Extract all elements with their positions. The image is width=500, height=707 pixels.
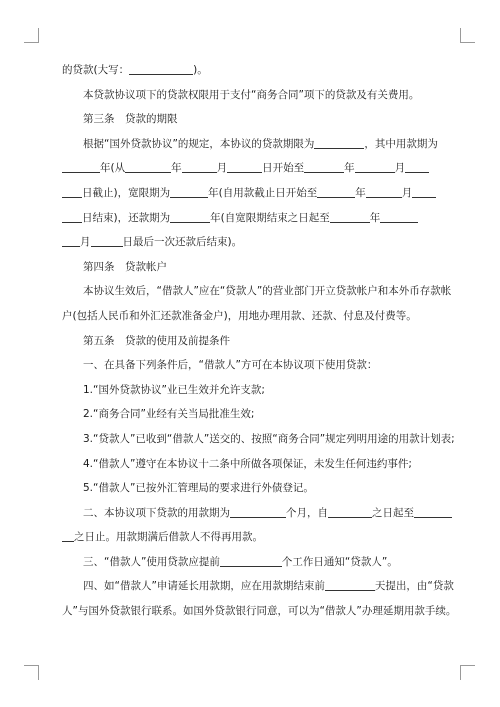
line-text: 4.“借款人”遵守在本协议十二条中所做各项保证，未发生任何违约事件;: [83, 457, 412, 470]
paragraph-line: [62, 136, 440, 153]
line-text: 日截止)，宽限期为: [82, 186, 171, 199]
fill-in-blank: [317, 185, 355, 198]
fill-in-blank: [380, 210, 418, 223]
line-text: 本贷款协议项下的贷款权限用于支付“商务合同”项下的贷款及有关费用。: [83, 88, 420, 101]
paragraph-line: [62, 308, 440, 325]
line-text: 5.“借款人”已按外汇管理局的要求进行外债登记。: [83, 482, 314, 495]
fill-in-blank: [366, 185, 402, 198]
fill-in-blank: [314, 136, 364, 149]
paragraph-line: [62, 283, 452, 300]
line-text: 年: [344, 162, 355, 175]
fill-in-blank: [62, 529, 74, 542]
fill-in-blank: [227, 160, 262, 173]
fill-in-blank: [62, 234, 80, 247]
line-text: 户(包括人民币和外汇还款准备金户)，用地办理用款、还款、付息及付费等。: [62, 309, 417, 322]
line-text: 根据“国外贷款协议”的规定，本协议的贷款期限为: [83, 137, 315, 150]
paragraph-line: [62, 554, 440, 571]
paragraph-line: [62, 456, 440, 473]
paragraph-line: [62, 210, 440, 227]
crop-mark-bottom-left: [24, 665, 39, 680]
line-text: 月: [80, 236, 91, 249]
paragraph-line: [62, 357, 440, 374]
line-text: 三、“借款人”使用贷款应提前: [83, 555, 220, 568]
paragraph-line: [62, 529, 440, 546]
line-text: 第五条 贷款的使用及前提条件: [83, 334, 230, 347]
fill-in-blank: [325, 578, 375, 591]
line-text: 日最后一次还款后结束)。: [122, 236, 243, 249]
paragraph-line: [62, 234, 440, 251]
line-text: 年(自用款截止日开始至: [208, 186, 318, 199]
paragraph-line: [62, 160, 440, 177]
fill-in-blank: [220, 554, 282, 567]
line-text: 天提出，由“贷款: [374, 580, 454, 593]
line-text: 一、在具备下列条件后，“借款人”方可在本协议项下使用贷款：: [83, 359, 378, 372]
paragraph-line: [62, 382, 440, 399]
fill-in-blank: [62, 185, 82, 198]
line-text: 第四条 贷款帐户: [83, 260, 167, 273]
paragraph-line: [62, 603, 457, 620]
line-text: 3.“贷款人”已收到“借款人”送交的、按照“商务合同”规定列明用途的用款计划表;: [83, 432, 455, 445]
paragraph-line: [62, 111, 440, 128]
paragraph-line: [62, 578, 454, 595]
line-text: 年: [369, 211, 381, 224]
fill-in-blank: [405, 160, 429, 173]
paragraph-line: [62, 62, 440, 79]
paragraph-line: [62, 505, 440, 522]
paragraph-line: [62, 406, 440, 423]
line-text: 之日止。用款期满后借款人不得再用款。: [74, 531, 263, 544]
line-text: 年(自宽限期结束之日起至: [210, 211, 330, 224]
line-text: 日开始至: [262, 162, 305, 175]
fill-in-blank: [304, 160, 344, 173]
fill-in-blank: [62, 160, 100, 173]
line-text: 的贷款(大写：: [62, 64, 130, 76]
paragraph-line: [62, 87, 440, 104]
line-text: 2.“商务合同”业经有关当局批准生效;: [83, 408, 255, 421]
line-text: 日结束)，还款期为: [82, 211, 171, 224]
fill-in-blank: [414, 505, 452, 518]
fill-in-blank: [62, 210, 82, 223]
fill-in-blank: [129, 62, 193, 75]
line-text: 年: [171, 162, 182, 175]
line-text: 人”与国外贷款银行联系。如国外贷款银行同意，可以为“借款人”办理延期用款手续。: [62, 605, 457, 618]
paragraph-line: [62, 333, 440, 350]
line-text: 年(从: [100, 162, 126, 175]
line-text: 1.“国外贷款协议”业已生效并允许支款;: [83, 383, 265, 396]
line-text: 本协议生效后，“借款人”应在“贷款人”的营业部门开立贷款帐户和本外币存款帐: [83, 285, 452, 298]
fill-in-blank: [412, 185, 436, 198]
paragraph-line: [62, 259, 440, 276]
fill-in-blank: [230, 505, 286, 518]
line-text: 之日起至: [372, 506, 414, 519]
line-text: 二、本协议项下贷款的用款期为: [83, 506, 230, 519]
crop-mark-top-right: [460, 28, 475, 43]
fill-in-blank: [170, 185, 208, 198]
line-text: 个月，自: [286, 506, 328, 519]
paragraph-line: [62, 185, 440, 202]
line-text: 月: [401, 186, 413, 199]
document-body: [62, 62, 457, 628]
line-text: 年: [355, 186, 366, 199]
line-text: 四、如“借款人”申请延长用款期，应在用款期结束前: [83, 580, 325, 593]
paragraph-line: [62, 480, 440, 497]
fill-in-blank: [170, 210, 210, 223]
fill-in-blank: [182, 160, 217, 173]
line-text: 月: [216, 162, 228, 175]
line-text: 第三条 贷款的期限: [83, 113, 178, 126]
line-text: ，其中用款期为: [364, 137, 438, 150]
crop-mark-bottom-right: [460, 665, 475, 680]
crop-mark-top-left: [24, 28, 39, 43]
line-text: 月: [394, 162, 406, 175]
fill-in-blank: [328, 505, 372, 518]
line-text: 个工作日通知“贷款人”。: [281, 555, 398, 568]
fill-in-blank: [91, 234, 123, 247]
line-text: )。: [193, 64, 208, 76]
fill-in-blank: [125, 160, 171, 173]
paragraph-line: [62, 431, 455, 448]
fill-in-blank: [330, 210, 370, 223]
fill-in-blank: [355, 160, 395, 173]
